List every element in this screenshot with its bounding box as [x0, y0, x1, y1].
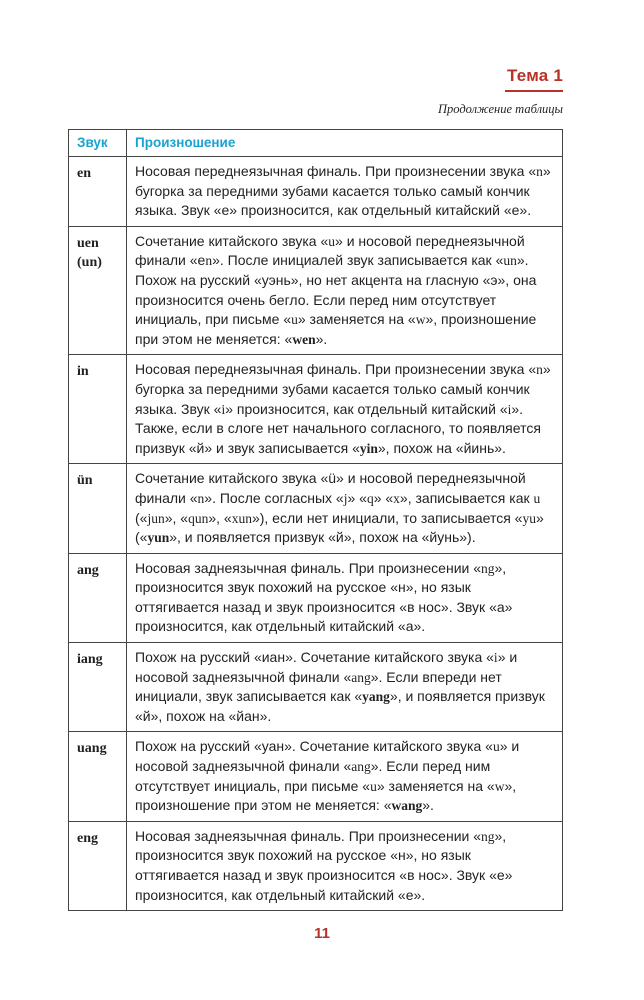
- pinyin-text: i: [507, 401, 512, 417]
- description-text: » «: [373, 489, 394, 506]
- pinyin-text: i: [493, 650, 498, 666]
- pinyin-text: xun: [231, 510, 252, 526]
- pinyin-text: jun: [147, 510, 165, 526]
- page-number: 11: [314, 925, 330, 942]
- description-text: », записывается как: [399, 489, 534, 506]
- description-text: », «: [164, 509, 189, 526]
- table-row: [69, 355, 563, 464]
- description-text: ». Также, если в слоге нет начального согласного, то появляется призвук «й» и звук записывается «: [135, 400, 541, 456]
- pronunciation-cell: [127, 355, 563, 464]
- description-text: », произношение при этом не меняется: «: [135, 311, 537, 347]
- pinyin-text: ng: [481, 828, 495, 844]
- pinyin-text: w: [415, 312, 426, 328]
- pinyin-text: n: [205, 253, 213, 269]
- description-text: Похож на русский «иан». Сочетание китайского звука «: [135, 649, 494, 666]
- description-text: » бугорка за передними зубами касается только самый кончик языка. Звук «е» произносится, как отдельный китайский «е».: [135, 163, 551, 219]
- description-text: ». Похож на русский «уэнь», но нет акцента на гласную «э», она произносится очень бегло. Если перед ним отсутствует инициаль, при письме «: [135, 252, 537, 328]
- description-text: », и появляется призвук «й», похож на «йан».: [135, 688, 545, 724]
- pinyin-bold-text: yun: [147, 530, 170, 546]
- pinyin-text: u: [492, 739, 500, 755]
- sound-cell: ang: [69, 553, 127, 642]
- pinyin-text: un: [503, 253, 517, 269]
- column-header-sound: Звук: [69, 130, 127, 157]
- pinyin-text: ang: [351, 759, 371, 775]
- pinyin-text: u: [370, 778, 377, 794]
- pinyin-text: u: [533, 490, 541, 506]
- description-text: » заменяется на «: [376, 777, 495, 794]
- table-row: [69, 553, 563, 642]
- table-header-row: [69, 130, 563, 157]
- pinyin-text: w: [494, 778, 505, 794]
- pinyin-text: j: [343, 490, 348, 506]
- description-text: ». Если впереди нет инициали, звук записывается как «: [135, 668, 502, 705]
- pinyin-bold-text: wang: [391, 798, 423, 814]
- description-text: », произносится звук похожий на русское «н», но язык оттягивается назад и звук произносится «в нос». Звук «а» произносится, как отдельный китайский «а».: [135, 559, 513, 635]
- description-text: («: [135, 509, 148, 526]
- pinyin-text: x: [393, 490, 400, 506]
- pinyin-text: n: [197, 490, 205, 506]
- topic-title: Тема 1: [507, 66, 563, 85]
- pronunciation-cell: [127, 553, 563, 642]
- pronunciation-cell: [127, 821, 563, 910]
- description-text: », произношение при этом не меняется: «: [135, 777, 517, 814]
- description-text: ». Если перед ним отсутствует инициаль, при письме «: [135, 758, 491, 794]
- pinyin-text: u: [291, 312, 298, 328]
- description-text: Носовая заднеязычная финаль. При произнесении «: [135, 559, 482, 576]
- pronunciation-cell: [127, 464, 563, 553]
- description-text: » заменяется на «: [297, 311, 416, 328]
- description-text: », произносится звук похожий на русское «н», но язык оттягивается назад и звук произносится «в нос». Звук «е» произносится, как отдельный китайский «е».: [135, 827, 513, 903]
- description-text: ». После инициалей звук записывается как «: [212, 252, 504, 269]
- description-text: Сочетание китайского звука «ü» и носовой переднеязычной финали «: [135, 470, 526, 506]
- topic-underline: [505, 90, 563, 92]
- pinyin-bold-text: wen: [292, 331, 316, 347]
- pinyin-text: i: [221, 401, 226, 417]
- sound-cell: in: [69, 355, 127, 464]
- description-text: » произносится, как отдельный китайский «: [225, 400, 508, 417]
- pronunciation-cell: [127, 732, 563, 821]
- pronunciation-table: [68, 129, 563, 911]
- description-text: ».: [422, 797, 434, 814]
- description-text: Носовая заднеязычная финаль. При произнесении «: [135, 827, 482, 844]
- description-text: », похож на «йинь».: [377, 439, 506, 456]
- description-text: », и появляется призвук «й», похож на «йунь»).: [169, 529, 476, 546]
- description-text: Носовая переднеязычная финаль. При произнесении звука «: [135, 163, 537, 179]
- pinyin-text: u: [328, 233, 336, 249]
- sound-cell: ün: [69, 464, 127, 553]
- pinyin-text: ng: [481, 560, 495, 576]
- pinyin-text: yu: [522, 510, 536, 526]
- sound-cell: uang: [69, 732, 127, 821]
- pronunciation-cell: [127, 157, 563, 227]
- description-text: » и носовой переднеязычной финали «е: [135, 232, 525, 269]
- table-continued-note: Продолжение таблицы: [437, 102, 563, 116]
- pinyin-bold-text: yang: [362, 689, 390, 705]
- table-row: [69, 643, 563, 732]
- pronunciation-cell: [127, 643, 563, 732]
- description-text: Носовая переднеязычная финаль. При произнесении звука «: [135, 361, 537, 378]
- description-text: » бугорка за передними зубами касается только самый кончик языка. Звук «: [135, 361, 551, 417]
- pronunciation-cell: [127, 226, 563, 355]
- sound-cell: eng: [69, 821, 127, 910]
- description-text: ». После согласных «: [204, 489, 344, 506]
- table-row: [69, 732, 563, 821]
- table-row: [69, 226, 563, 355]
- sound-cell: en: [69, 157, 127, 227]
- table-row: [69, 157, 563, 227]
- description-text: »), если нет инициали, то записывается «: [251, 509, 523, 526]
- pinyin-text: q: [366, 490, 374, 506]
- description-text: » «: [347, 489, 367, 506]
- sound-cell: uen (un): [69, 226, 127, 355]
- sound-cell: iang: [69, 643, 127, 732]
- pinyin-bold-text: yin: [359, 440, 378, 456]
- column-header-pronunciation: Произношение: [127, 130, 563, 157]
- pinyin-text: qun: [188, 510, 209, 526]
- table-row: [69, 464, 563, 553]
- pinyin-text: n: [536, 164, 543, 179]
- table-row: [69, 821, 563, 910]
- description-text: », «: [208, 509, 232, 526]
- pinyin-text: ang: [351, 669, 371, 685]
- description-text: Похож на русский «уан». Сочетание китайского звука «: [135, 738, 493, 755]
- description-text: » («: [135, 509, 544, 546]
- description-text: » и носовой заднеязычной финали «: [135, 649, 518, 685]
- description-text: Сочетание китайского звука «: [135, 232, 329, 249]
- description-text: » и носовой заднеязычной финали «: [135, 738, 520, 775]
- description-text: ».: [315, 330, 328, 347]
- pinyin-text: n: [536, 362, 543, 378]
